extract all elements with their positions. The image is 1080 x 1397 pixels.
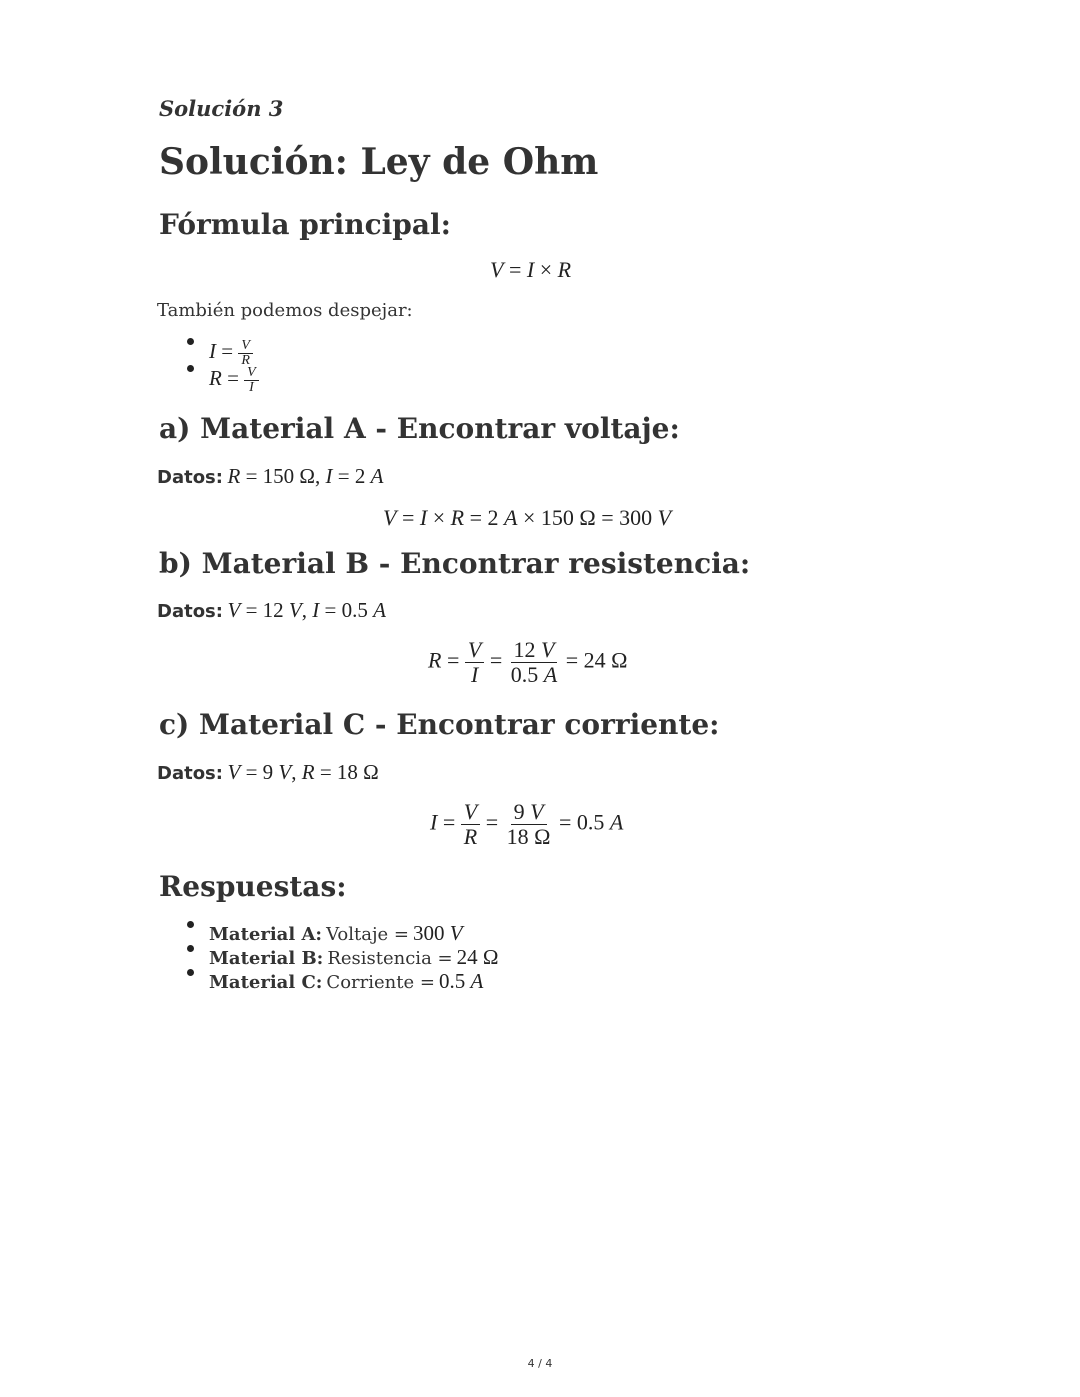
unit: Ω	[534, 824, 551, 850]
datos-label: Datos:	[157, 763, 223, 784]
unit: V	[530, 799, 544, 824]
var-r: R	[557, 257, 572, 282]
unit: Ω	[482, 945, 499, 969]
unit: A	[470, 969, 484, 993]
datos-label: Datos:	[157, 601, 223, 622]
part-c-datos: Datos: V = 9 V, R = 18 Ω	[157, 760, 379, 784]
given-value: 18	[336, 760, 358, 784]
part-a-datos: Datos: R = 150 Ω, I = 2 A	[157, 464, 384, 488]
fraction-denominator: R	[241, 352, 250, 368]
part-a-heading: a) Material A - Encontrar voltaje:	[159, 412, 680, 445]
formula-heading: Fórmula principal:	[159, 208, 451, 241]
answers-heading: Respuestas:	[159, 870, 347, 903]
fraction: $\frac{V}{I}$	[465, 638, 484, 687]
datos-label: Datos:	[157, 467, 223, 488]
fraction	[504, 800, 554, 849]
unit: V	[657, 505, 672, 530]
unit: Ω	[299, 464, 316, 488]
answer-desc: Voltaje =	[326, 924, 410, 945]
unit: V	[288, 598, 302, 622]
part-c-heading: c) Material C - Encontrar corriente:	[159, 708, 720, 741]
rearrange-intro: También podemos despejar:	[157, 300, 413, 321]
list-item	[185, 945, 498, 969]
given-value: 12	[262, 598, 284, 622]
given-value: 150	[262, 464, 295, 488]
answer-desc: Resistencia =	[327, 948, 453, 969]
fraction-numerator: V	[244, 366, 259, 381]
fraction	[508, 638, 560, 687]
unit: A	[609, 809, 624, 835]
fraction: $\frac{V}{R}$	[461, 800, 480, 849]
rearrangement-list	[185, 337, 259, 395]
unit: Ω	[611, 647, 628, 673]
part-b-datos: Datos: V = 12 V, I = 0.5 A	[157, 598, 386, 622]
unit: Ω	[363, 760, 379, 784]
answer-value: 0.5	[438, 969, 466, 993]
answer-label: Material A:	[209, 924, 323, 945]
numerator-value: 9	[513, 799, 525, 824]
unit: A	[373, 598, 386, 622]
page-title: Solución: Ley de Ohm	[159, 141, 599, 183]
value: 2	[487, 505, 499, 530]
result-value: 300	[619, 505, 653, 530]
given-value: 9	[262, 760, 274, 784]
part-b-equation: R = $\frac{V}{I}$ = $\frac{12 V}{0.5 A}$ = 24 Ω	[428, 637, 628, 688]
answer-label: Material C:	[209, 972, 323, 993]
fraction	[244, 366, 259, 395]
var-i: I	[526, 257, 535, 282]
list-item: I = $\frac{V}{R}$	[185, 338, 259, 365]
rearrange-lhs: I	[209, 339, 216, 363]
denominator-value: 18	[506, 824, 529, 850]
given-value: 2	[354, 464, 366, 488]
unit: A	[504, 505, 518, 530]
answer-value: 24	[456, 945, 478, 969]
fraction	[238, 339, 253, 368]
fraction-numerator: V	[238, 339, 253, 354]
value: 150	[540, 505, 574, 530]
answer-label: Material B:	[209, 948, 324, 969]
document-subtitle: Solución 3	[159, 96, 284, 121]
list-item	[185, 969, 498, 993]
given-value: 0.5	[341, 598, 368, 622]
denominator-value: 0.5	[510, 662, 539, 688]
numerator-value: 12	[513, 637, 536, 662]
answers-list	[185, 921, 498, 993]
unit: V	[278, 760, 292, 784]
answer-value: 300	[413, 921, 445, 945]
part-b-heading: b) Material B - Encontrar resistencia:	[159, 547, 751, 580]
unit: A	[370, 464, 384, 488]
answer-desc: Corriente =	[326, 972, 435, 993]
result-value: 0.5	[576, 809, 605, 835]
main-formula: V = I × R	[490, 257, 572, 282]
unit: V	[449, 921, 463, 945]
unit: V	[541, 637, 555, 662]
var-v: V	[490, 257, 504, 282]
page-number: 4 / 4	[527, 1357, 553, 1370]
unit: A	[543, 662, 558, 688]
part-a-equation: V = I × R = 2 A × 150 Ω = 300 V	[383, 505, 672, 530]
list-item: R = $\frac{V}{I}$	[185, 365, 259, 392]
result-value: 24	[583, 647, 606, 673]
fraction-denominator: I	[249, 379, 254, 395]
list-item	[185, 921, 498, 945]
part-c-equation: I = $\frac{V}{R}$ = $\frac{9 V}{18 \Omega}$ = 0.5 A	[430, 799, 624, 850]
rearrange-lhs: R	[209, 366, 222, 390]
unit: Ω	[579, 505, 596, 530]
